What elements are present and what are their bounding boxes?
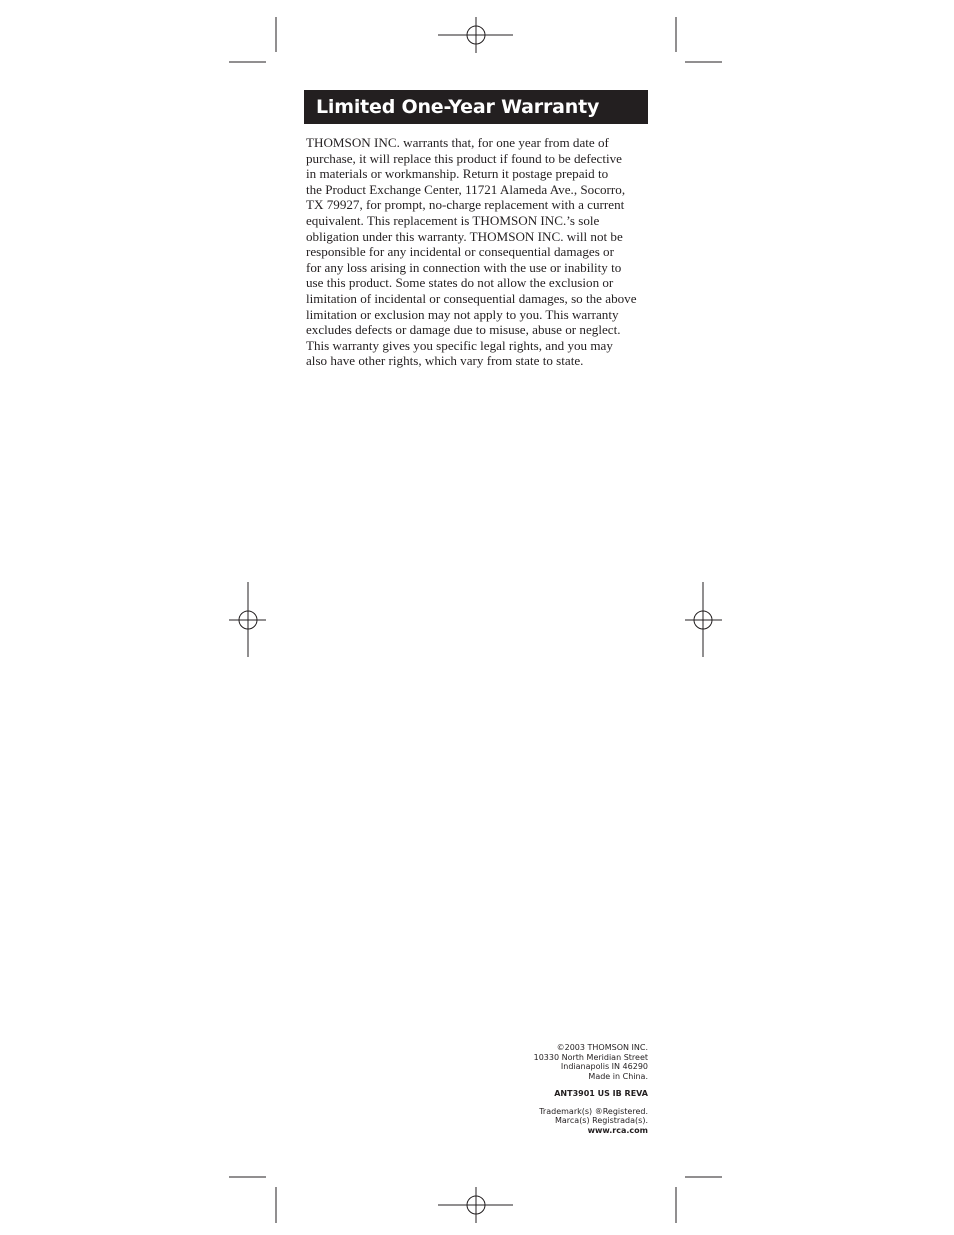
warranty-body bbox=[306, 135, 652, 369]
warranty-body-line: TX 79927, for prompt, no-charge replacement with a current bbox=[306, 197, 625, 213]
registration-mark-top bbox=[438, 17, 513, 53]
copyright-notice: ©2003 THOMSON INC. bbox=[556, 1043, 648, 1052]
footer-spacer bbox=[460, 1099, 648, 1107]
warranty-title: Limited One-Year Warranty bbox=[316, 96, 600, 118]
warranty-body-line: responsible for any incidental or consequential damages or bbox=[306, 244, 614, 260]
warranty-body-line: limitation or exclusion may not apply to you. This warranty bbox=[306, 306, 619, 322]
warranty-body-line: in materials or workmanship. Return it postage prepaid to bbox=[306, 166, 609, 182]
warranty-body-line: also have other rights, which vary from state to state. bbox=[306, 353, 584, 369]
warranty-body-line: limitation of incidental or consequential damages, so the above bbox=[306, 290, 637, 306]
address-city: Indianapolis IN 46290 bbox=[560, 1062, 648, 1071]
warranty-body-line: This warranty gives you specific legal rights, and you may bbox=[306, 337, 613, 353]
part-number: ANT3901 US IB REVA bbox=[554, 1089, 648, 1098]
registration-mark-bottom bbox=[438, 1187, 513, 1223]
footer-spacer bbox=[460, 1081, 648, 1089]
marca-notice: Marca(s) Registrada(s). bbox=[554, 1116, 648, 1125]
warranty-title-bar bbox=[304, 90, 648, 124]
registration-mark-left bbox=[229, 582, 266, 657]
warranty-body-line: purchase, it will replace this product if found to be defective bbox=[306, 150, 622, 166]
trademark-notice: Trademark(s) ®Registered. bbox=[539, 1106, 648, 1116]
registration-mark-right bbox=[685, 582, 722, 657]
warranty-body-line: use this product. Some states do not allow the exclusion or bbox=[306, 275, 614, 291]
address-street: 10330 North Meridian Street bbox=[533, 1052, 648, 1062]
country-of-origin: Made in China. bbox=[588, 1071, 648, 1081]
website-link[interactable]: www.rca.com bbox=[587, 1125, 648, 1135]
warranty-body-line: excludes defects or damage due to misuse, abuse or neglect. bbox=[306, 322, 621, 338]
warranty-body-line: equivalent. This replacement is THOMSON INC.’s sole bbox=[306, 212, 600, 228]
warranty-body-line: THOMSON INC. warrants that, for one year from date of bbox=[306, 135, 609, 150]
warranty-body-line: the Product Exchange Center, 11721 Alameda Ave., Socorro, bbox=[306, 181, 626, 197]
company-footer bbox=[460, 1043, 648, 1135]
warranty-body-line: for any loss arising in connection with the use or inability to bbox=[306, 259, 622, 275]
warranty-body-line: obligation under this warranty. THOMSON INC. will not be bbox=[306, 228, 623, 244]
